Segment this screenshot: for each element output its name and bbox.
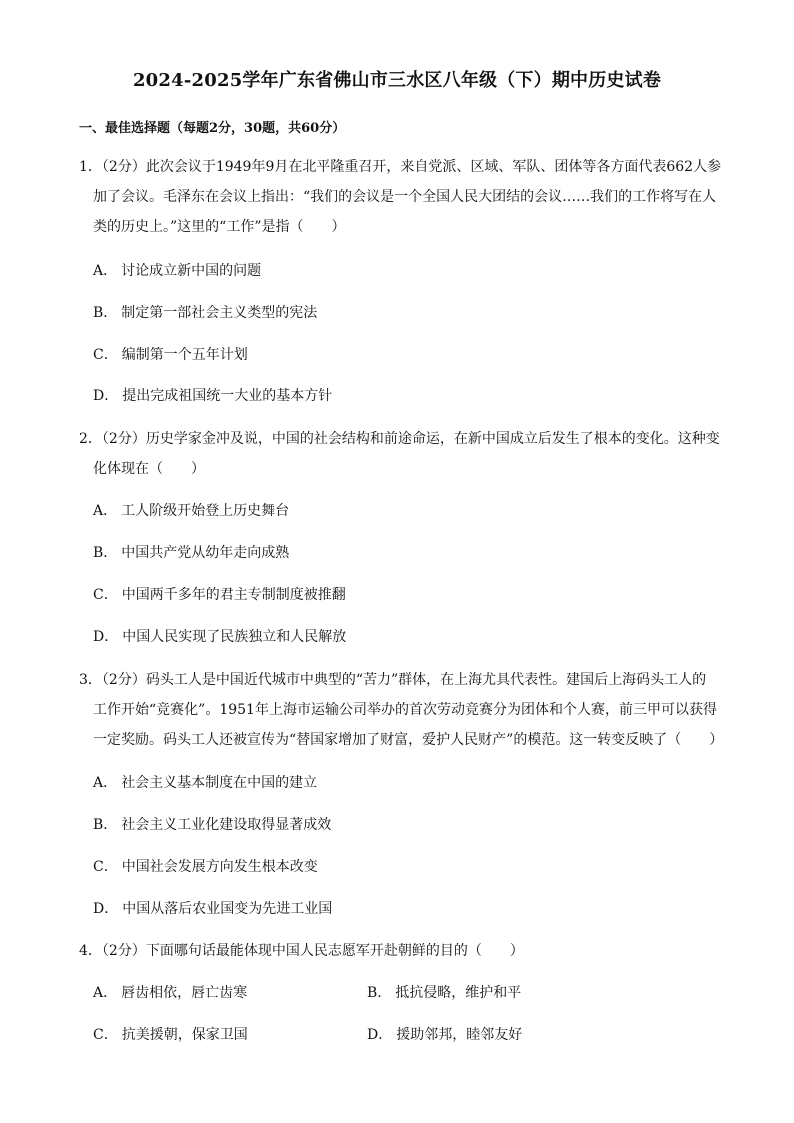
option-text: 社会主义基本制度在中国的建立 (121, 775, 318, 791)
option-letter: D． (93, 629, 119, 645)
option-text: 中国从落后农业国变为先进工业国 (122, 901, 333, 917)
option-text: 社会主义工业化建设取得显著成效 (121, 817, 332, 833)
question-line: 加了会议。毛泽东在会议上指出：“我们的会议是一个全国人民大团结的会议……我们的工作将写在人 (93, 189, 717, 205)
question-3-option-c[interactable] (93, 857, 318, 877)
question-1-stem (79, 152, 729, 242)
question-line: 2．（2分）历史学家金冲及说，中国的社会结构和前途命运，在新中国成立后发生了根本的变化。这种变 (79, 431, 720, 447)
option-letter: C． (93, 347, 118, 363)
question-4-option-d[interactable] (367, 1025, 522, 1045)
question-line: 化体现在（ ） (93, 461, 205, 477)
option-text: 编制第一个五年计划 (121, 347, 248, 363)
option-letter: A． (93, 985, 118, 1001)
page-title: 2024-2025学年广东省佛山市三水区八年级（下）期中历史试卷 (132, 70, 662, 91)
question-2-option-b[interactable] (93, 543, 289, 563)
question-line: 3．（2分）码头工人是中国近代城市中典型的“苦力”群体，在上海尤具代表性。建国后上海码头工人的 (79, 672, 707, 688)
option-text: 抗美援朝，保家卫国 (121, 1027, 248, 1043)
question-line: 1．（2分）此次会议于1949年9月在北平隆重召开，来自党派、区域、军队、团体等各方面代表662人参 (79, 159, 722, 175)
question-4-option-a[interactable] (93, 983, 247, 1003)
option-text: 中国共产党从幼年走向成熟 (121, 545, 290, 561)
option-text: 唇齿相依，唇亡齿寒 (121, 985, 248, 1001)
question-line: 类的历史上。”这里的“工作”是指（ ） (93, 219, 346, 235)
question-2-option-a[interactable] (93, 501, 289, 521)
option-letter: B． (367, 985, 392, 1001)
option-text: 中国人民实现了民族独立和人民解放 (122, 629, 347, 645)
option-text: 中国两千多年的君主专制制度被推翻 (121, 587, 346, 603)
question-3-stem (79, 665, 729, 755)
question-1-option-b[interactable] (93, 303, 317, 323)
option-letter: D． (93, 901, 119, 917)
question-line: 工作开始“竞赛化”。1951年上海市运输公司举办的首次劳动竞赛分为团体和个人赛，前三甲可以获得 (93, 702, 717, 718)
option-text: 提出完成祖国统一大业的基本方针 (122, 388, 333, 404)
option-letter: D． (367, 1027, 393, 1043)
question-2-stem (79, 424, 729, 484)
question-4-option-c[interactable] (93, 1025, 248, 1045)
option-letter: C． (93, 587, 118, 603)
option-letter: A． (93, 263, 118, 279)
option-letter: B． (93, 545, 118, 561)
question-3-option-a[interactable] (93, 773, 317, 793)
question-line: 一定奖励。码头工人还被宣传为“替国家增加了财富，爱护人民财产”的模范。这一转变反映了（ ） (93, 732, 724, 748)
question-3-option-b[interactable] (93, 815, 331, 835)
section-heading: 一、最佳选择题（每题2分，30题，共60分） (79, 121, 346, 136)
option-letter: A． (93, 503, 118, 519)
question-3-option-d[interactable] (93, 899, 332, 919)
question-1-option-c[interactable] (93, 345, 248, 365)
option-letter: C． (93, 859, 118, 875)
question-2-option-d[interactable] (93, 627, 346, 647)
question-4-stem (79, 936, 729, 966)
option-text: 工人阶级开始登上历史舞台 (121, 503, 290, 519)
option-text: 中国社会发展方向发生根本改变 (121, 859, 318, 875)
option-letter: B． (93, 817, 118, 833)
question-line: 4．（2分）下面哪句话最能体现中国人民志愿军开赴朝鲜的目的（ ） (79, 943, 524, 959)
question-1-option-d[interactable] (93, 386, 332, 406)
option-text: 制定第一部社会主义类型的宪法 (121, 305, 318, 321)
question-1-option-a[interactable] (93, 261, 261, 281)
option-text: 抵抗侵略，维护和平 (395, 985, 522, 1001)
option-letter: C． (93, 1027, 118, 1043)
question-2-option-c[interactable] (93, 585, 346, 605)
option-letter: A． (93, 775, 118, 791)
option-letter: B． (93, 305, 118, 321)
option-text: 讨论成立新中国的问题 (121, 263, 262, 279)
option-letter: D． (93, 388, 119, 404)
option-text: 援助邻邦，睦邻友好 (396, 1027, 523, 1043)
question-4-option-b[interactable] (367, 983, 521, 1003)
